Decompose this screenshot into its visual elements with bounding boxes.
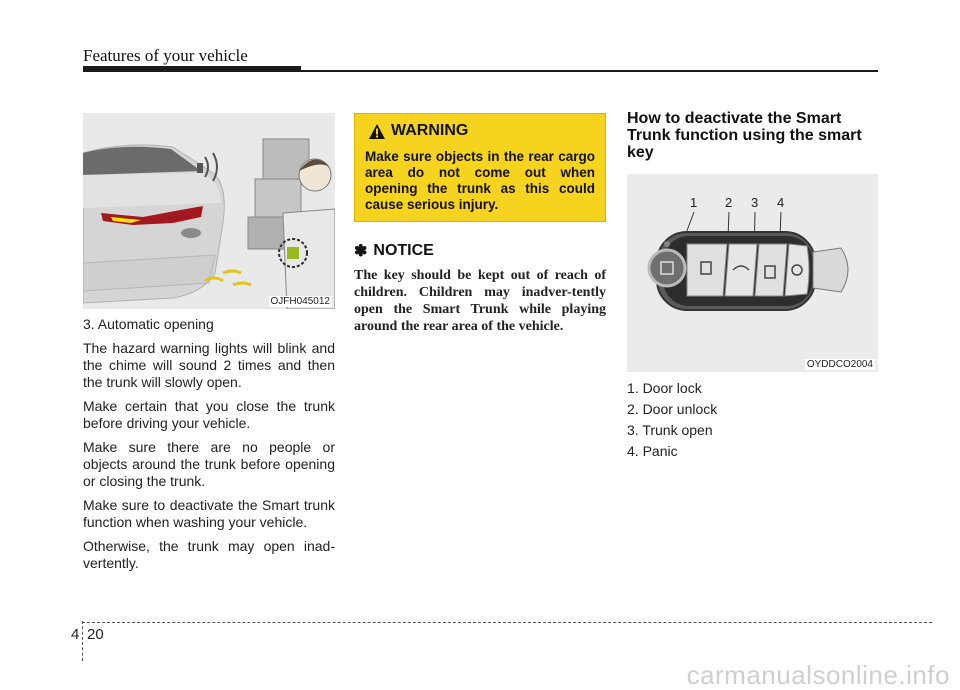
list-item: 3. Trunk open (627, 422, 713, 438)
list-item: 1. Door lock (627, 380, 702, 396)
figure-code-right: OYDDCO2004 (806, 359, 873, 370)
warning-title: WARNING (391, 122, 469, 139)
paragraph: Make certain that you close the trunk before driving your vehicle. (83, 398, 335, 431)
section-number: 4 (71, 626, 80, 643)
middle-column (354, 113, 606, 335)
automatic-opening-text (83, 316, 335, 572)
left-column (83, 113, 335, 572)
paragraph-heading: 3. Automatic opening (83, 316, 214, 332)
warning-text: Make sure objects in the rear cargo area do not come out when opening the trunk as this could cause serious injury. (365, 149, 595, 212)
callout-3: 3 (751, 195, 759, 210)
right-column (627, 110, 878, 460)
callout-2: 2 (725, 195, 733, 210)
header-rule-thin (301, 70, 878, 72)
watermark-text: carmanualsonline.info (686, 660, 950, 690)
figure-code-left: OJFH045012 (270, 296, 330, 307)
smart-key-image (627, 174, 878, 372)
paragraph: Make sure there are no people or objects around the trunk before opening or closing the trunk. (83, 439, 335, 489)
notice-title: NOTICE (373, 242, 434, 259)
footer-divider (82, 621, 83, 661)
car-person-illustration (83, 113, 335, 309)
warning-box (354, 113, 606, 222)
notice-asterisk-icon: ✽ (354, 243, 368, 260)
paragraph: Otherwise, the trunk may open inad-vertently. (83, 538, 335, 571)
notice-header (354, 241, 606, 261)
header-rule-thick (83, 66, 301, 72)
section-heading: How to deactivate the Smart Trunk function using the smart key (627, 110, 862, 161)
key-button-list (627, 380, 878, 460)
page-header-title: Features of your vehicle (83, 46, 248, 65)
list-item: 4. Panic (627, 443, 678, 459)
paragraph: The hazard warning lights will blink and the chime will sound 2 times and then the trunk will slowly open. (83, 340, 335, 390)
warning-triangle-icon (369, 124, 385, 139)
callout-4: 4 (777, 195, 785, 210)
list-item: 2. Door unlock (627, 401, 718, 417)
page-number: 20 (87, 626, 104, 643)
footer-rule (82, 622, 932, 623)
warning-header (369, 122, 595, 140)
notice-text: The key should be kept out of reach of children. Children may inadver-tently open the Smart Trunk while playing around the rear area of the vehicle. (354, 268, 606, 334)
smart-key-illustration (627, 174, 878, 372)
callout-1: 1 (690, 195, 698, 210)
paragraph: Make sure to deactivate the Smart trunk function when washing your vehicle. (83, 497, 335, 530)
smart-trunk-illustration (83, 113, 335, 309)
